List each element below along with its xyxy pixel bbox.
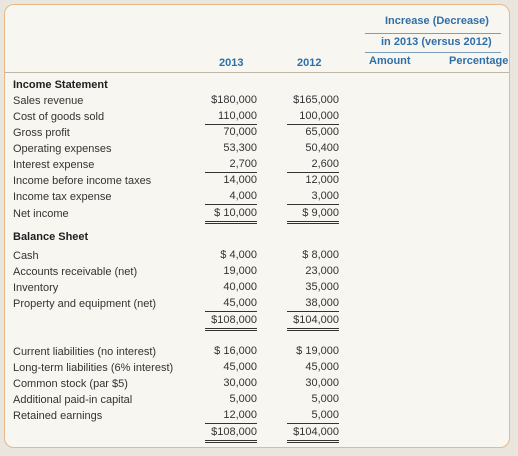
value-2012: 3,000: [287, 189, 339, 205]
value-2013: 30,000: [223, 377, 257, 389]
value-2012: 5,000: [311, 393, 339, 405]
table-row: [5, 408, 510, 424]
financial-statement-card: [4, 4, 510, 448]
change-title-rule: [365, 33, 501, 34]
total-assets-row: [5, 313, 510, 329]
row-label: Operating expenses: [13, 143, 112, 155]
value-2013: 110,000: [205, 109, 257, 125]
value-2012: $ 19,000: [296, 345, 339, 357]
table-row: [5, 280, 510, 296]
value-2013: 4,000: [205, 189, 257, 205]
income-statement-title: Income Statement: [13, 79, 108, 91]
col-header-percentage: Percentage: [449, 55, 509, 67]
table-row: [5, 157, 510, 173]
row-label: Retained earnings: [13, 410, 103, 422]
table-row: [5, 206, 510, 222]
table-row: [5, 264, 510, 280]
header-bottom-rule: [5, 72, 510, 73]
row-label: Property and equipment (net): [13, 298, 157, 310]
value-2013: 53,300: [223, 142, 257, 154]
col-header-amount: Amount: [369, 55, 411, 67]
value-2013: 70,000: [223, 126, 257, 138]
change-title-line2: in 2013 (versus 2012): [381, 36, 492, 48]
table-row: [5, 392, 510, 408]
table-row: [5, 360, 510, 376]
table-row: [5, 376, 510, 392]
value-2013: 40,000: [223, 281, 257, 293]
value-2013: 2,700: [205, 157, 257, 173]
value-2012: $ 8,000: [302, 249, 339, 261]
value-2013: $ 4,000: [220, 249, 257, 261]
value-2012: 2,600: [287, 157, 339, 173]
value-2013: 45,000: [223, 361, 257, 373]
value-2012: 12,000: [305, 174, 339, 186]
income-statement-heading-row: [5, 77, 510, 93]
balance-sheet-heading-row: [5, 229, 510, 245]
value-2012: 38,000: [287, 296, 339, 312]
value-2012: 23,000: [305, 265, 339, 277]
row-label: Income before income taxes: [13, 175, 152, 187]
row-label: Cash: [13, 250, 39, 262]
change-title-line1: Increase (Decrease): [385, 15, 489, 27]
row-label: Common stock (par $5): [13, 378, 128, 390]
row-label: Gross profit: [13, 127, 70, 139]
row-label: Interest expense: [13, 159, 95, 171]
value-2012: 30,000: [305, 377, 339, 389]
balance-sheet-title: Balance Sheet: [13, 231, 89, 243]
value-2013: 19,000: [223, 265, 257, 277]
table-row: [5, 141, 510, 157]
row-label: Current liabilities (no interest): [13, 346, 157, 358]
value-2013: 45,000: [205, 296, 257, 312]
value-2012: 65,000: [305, 126, 339, 138]
value-2012: 35,000: [305, 281, 339, 293]
total-liabilities-equity-row: [5, 425, 510, 441]
change-title-rule-2: [365, 52, 501, 53]
value-2012: $165,000: [293, 94, 339, 106]
col-header-2012: 2012: [297, 57, 322, 69]
value-2012: 50,400: [305, 142, 339, 154]
col-header-2013: 2013: [219, 57, 244, 69]
value-2012: $ 9,000: [287, 206, 339, 224]
table-row: [5, 344, 510, 360]
value-2013: 12,000: [205, 408, 257, 424]
value-2012: 5,000: [287, 408, 339, 424]
table-row: [5, 93, 510, 109]
value-2013: 5,000: [229, 393, 257, 405]
row-label: Additional paid-in capital: [13, 394, 133, 406]
row-label: Net income: [13, 208, 69, 220]
row-label: Sales revenue: [13, 95, 84, 107]
value-2012: 100,000: [287, 109, 339, 125]
value-2012: 45,000: [305, 361, 339, 373]
total-liabilities-equity-2012: $104,000: [287, 425, 339, 443]
total-liabilities-equity-2013: $108,000: [205, 425, 257, 443]
value-2013: $180,000: [211, 94, 257, 106]
row-label: Cost of goods sold: [13, 111, 105, 123]
value-2013: $ 10,000: [205, 206, 257, 224]
table-row: [5, 173, 510, 189]
total-assets-2013: $108,000: [205, 313, 257, 331]
table-row: [5, 109, 510, 125]
value-2013: 14,000: [223, 174, 257, 186]
table-row: [5, 248, 510, 264]
table-row: [5, 189, 510, 205]
row-label: Long-term liabilities (6% interest): [13, 362, 174, 374]
value-2013: $ 16,000: [214, 345, 257, 357]
total-assets-2012: $104,000: [287, 313, 339, 331]
row-label: Income tax expense: [13, 191, 112, 203]
row-label: Inventory: [13, 282, 59, 294]
table-row: [5, 296, 510, 312]
row-label: Accounts receivable (net): [13, 266, 138, 278]
table-row: [5, 125, 510, 141]
